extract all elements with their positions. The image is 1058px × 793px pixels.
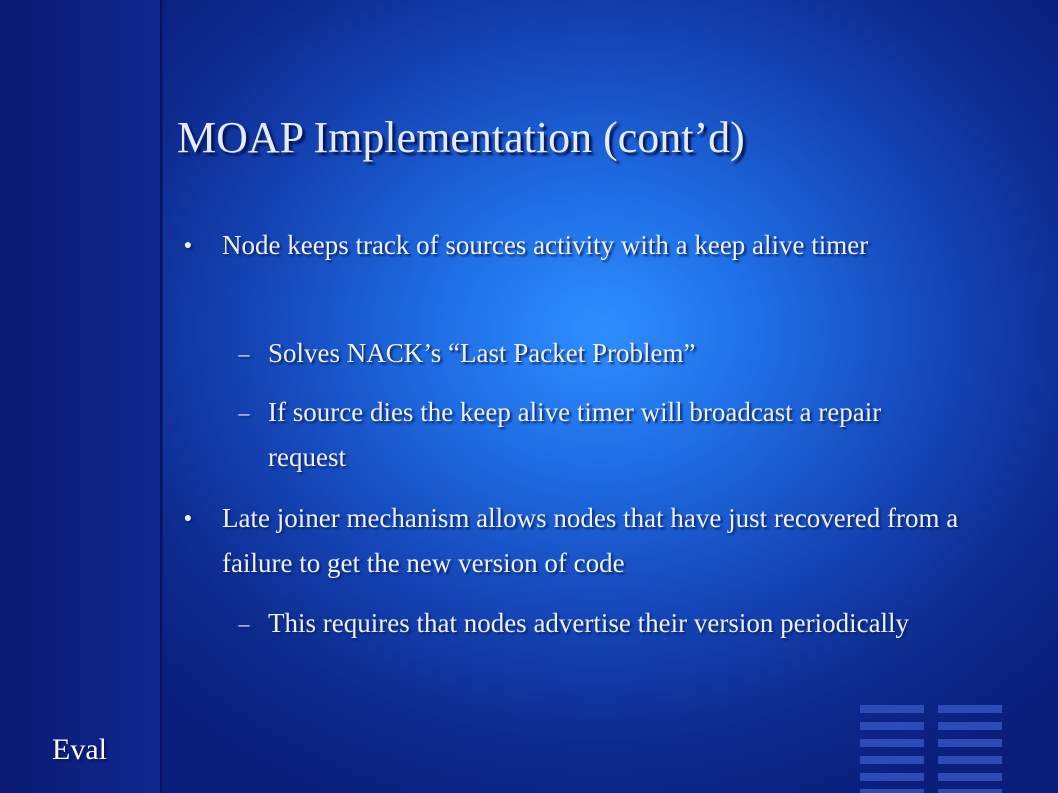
- panel-divider: [160, 0, 163, 793]
- sub-bullet-marker: –: [238, 400, 250, 425]
- sub-bullet-marker: –: [238, 611, 250, 636]
- stripe: [938, 789, 1002, 793]
- bullet-marker: ●: [183, 511, 193, 526]
- decorative-stripes: [860, 705, 1005, 793]
- stripe: [938, 756, 1002, 764]
- sub-bullet-item: [238, 601, 948, 646]
- sub-bullet-item: [238, 390, 948, 480]
- bullet-text: Node keeps track of sources activity with a keep alive timer: [222, 230, 869, 260]
- stripe: [938, 722, 1002, 730]
- bullet-marker: ●: [183, 238, 193, 253]
- bullet-item: [183, 223, 962, 268]
- stripe: [860, 722, 924, 730]
- stripe: [860, 789, 924, 793]
- bullet-item: [183, 496, 962, 586]
- sub-bullet-text: If source dies the keep alive timer will broadcast a repair request: [268, 397, 882, 472]
- bullet-text: Late joiner mechanism allows nodes that have just recovered from a failure to get the new version of code: [222, 503, 959, 578]
- stripe: [860, 756, 924, 764]
- left-panel: [0, 0, 160, 793]
- slide-title: MOAP Implementation (cont’d): [177, 113, 745, 162]
- stripe: [860, 739, 924, 747]
- stripe: [938, 739, 1002, 747]
- sub-bullet-item: [238, 331, 948, 376]
- stripe: [938, 705, 1002, 713]
- sub-bullet-text: This requires that nodes advertise their version periodically: [268, 608, 910, 638]
- stripe: [938, 773, 1002, 781]
- stripe: [860, 773, 924, 781]
- stripe: [860, 705, 924, 713]
- sub-bullet-text: Solves NACK’s “Last Packet Problem”: [268, 338, 696, 368]
- footer-label: Eval: [52, 733, 107, 766]
- sub-bullet-marker: –: [238, 341, 250, 366]
